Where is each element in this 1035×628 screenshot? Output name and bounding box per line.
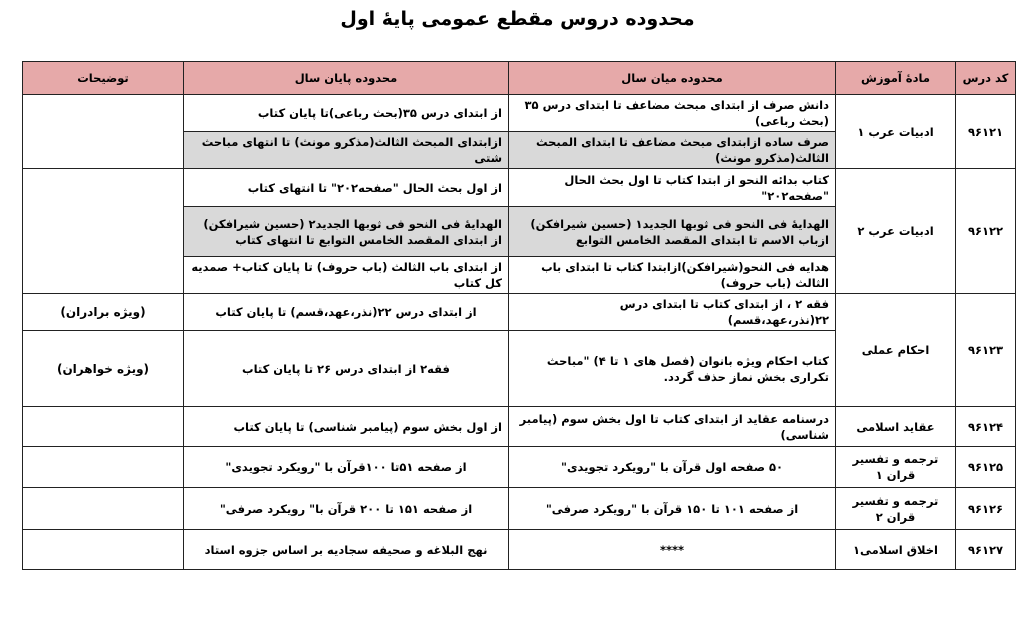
final-scope: از صفحه ۱۵۱ تا ۲۰۰ قرآن با" رویکرد صرفی" (184, 488, 509, 530)
table-row (23, 294, 1016, 331)
final-scope: از اول بخش سوم (پیامبر شناسی) تا پایان کتاب (184, 407, 509, 447)
course-subject: ترجمه و تفسیر قران ۱ (836, 447, 956, 488)
midterm-scope: کتاب بدائه النحو از ابتدا کتاب تا اول بحث الحال "صفحه۲۰۲" (509, 169, 836, 207)
midterm-scope: دانش صرف از ابتدای مبحث مضاعف تا ابتدای درس ۳۵ (بحث رباعی) (509, 95, 836, 132)
notes-cell: (ویژه خواهران) (23, 331, 184, 407)
notes-cell (23, 95, 184, 169)
final-scope: از ابتدای درس ۳۵(بحث رباعی)تا پایان کتاب (184, 95, 509, 132)
header-code: کد درس (956, 62, 1016, 95)
header-notes: توضیحات (23, 62, 184, 95)
course-code: ۹۶۱۲۳ (956, 294, 1016, 407)
course-subject: ادبیات عرب ۱ (836, 95, 956, 169)
header-midterm: محدوده میان سال (509, 62, 836, 95)
table-row (23, 95, 1016, 132)
final-scope: از ابتدای درس ۲۲(نذر،عهد،قسم) تا پایان کتاب (184, 294, 509, 331)
course-code: ۹۶۱۲۲ (956, 169, 1016, 294)
final-scope: فقه۲ از ابتدای درس ۲۶ تا پایان کتاب (184, 331, 509, 407)
notes-cell (23, 407, 184, 447)
midterm-scope: هدایه فی النحو(شیرافکن)ازابتدا کتاب تا ابتدای باب الثالث (باب حروف) (509, 257, 836, 294)
table-row (23, 488, 1016, 530)
course-code: ۹۶۱۲۵ (956, 447, 1016, 488)
midterm-scope: **** (509, 530, 836, 570)
table-row (23, 530, 1016, 570)
midterm-scope: ۵۰ صفحه اول قرآن با "رویکرد تجویدی" (509, 447, 836, 488)
course-table (22, 61, 1016, 570)
final-scope: ازابتدای المبحث الثالث(مذکرو مونث) تا انتهای مباحث شتی (184, 132, 509, 169)
course-subject: اخلاق اسلامی۱ (836, 530, 956, 570)
table-row (23, 407, 1016, 447)
course-subject: احکام عملی (836, 294, 956, 407)
course-subject: ادبیات عرب ۲ (836, 169, 956, 294)
midterm-scope: از صفحه ۱۰۱ تا ۱۵۰ قرآن با "رویکرد صرفی" (509, 488, 836, 530)
header-final: محدوده پایان سال (184, 62, 509, 95)
final-scope: الهدایهٔ فی النحو فی ثوبها الجدید۲ (حسین شیرافکن) از ابتدای المقصد الخامس التوابع تا انتهای کتاب (184, 207, 509, 257)
table-row (23, 169, 1016, 207)
header-row (23, 62, 1016, 95)
final-scope: نهج البلاغه و صحیفه سجادیه بر اساس جزوه استاد (184, 530, 509, 570)
final-scope: از صفحه ۵۱تا ۱۰۰قرآن با "رویکرد تجویدی" (184, 447, 509, 488)
course-code: ۹۶۱۲۴ (956, 407, 1016, 447)
final-scope: از ابتدای باب الثالث (باب حروف) تا پایان کتاب+ صمدیه کل کتاب (184, 257, 509, 294)
table-row (23, 447, 1016, 488)
notes-cell (23, 488, 184, 530)
midterm-scope: صرف ساده ازابتدای مبحث مضاعف تا ابتدای المبحث الثالث(مذکرو مونث) (509, 132, 836, 169)
notes-cell: (ویژه برادران) (23, 294, 184, 331)
notes-cell (23, 530, 184, 570)
notes-cell (23, 169, 184, 294)
midterm-scope: الهدایهٔ فی النحو فی ثوبها الجدید۱ (حسین شیرافکن) ازباب الاسم تا ابتدای المقصد الخامس التوابع (509, 207, 836, 257)
page-title: محدوده دروس مقطع عمومی پایهٔ اول (340, 8, 695, 30)
midterm-scope: فقه ۲ ، از ابتدای کتاب تا ابتدای درس ۲۲(نذر،عهد،قسم) (509, 294, 836, 331)
course-subject: ترجمه و تفسیر قران ۲ (836, 488, 956, 530)
course-code: ۹۶۱۲۷ (956, 530, 1016, 570)
course-subject: عقاید اسلامی (836, 407, 956, 447)
notes-cell (23, 447, 184, 488)
header-subject: مادهٔ آموزش (836, 62, 956, 95)
course-code: ۹۶۱۲۱ (956, 95, 1016, 169)
midterm-scope: کتاب احکام ویژه بانوان (فصل های ۱ تا ۴) "مباحث تکراری بخش نماز حذف گردد. (509, 331, 836, 407)
midterm-scope: درسنامه عقاید از ابتدای کتاب تا اول بخش سوم (پیامبر شناسی) (509, 407, 836, 447)
course-code: ۹۶۱۲۶ (956, 488, 1016, 530)
final-scope: از اول بحث الحال "صفحه۲۰۲" تا انتهای کتاب (184, 169, 509, 207)
